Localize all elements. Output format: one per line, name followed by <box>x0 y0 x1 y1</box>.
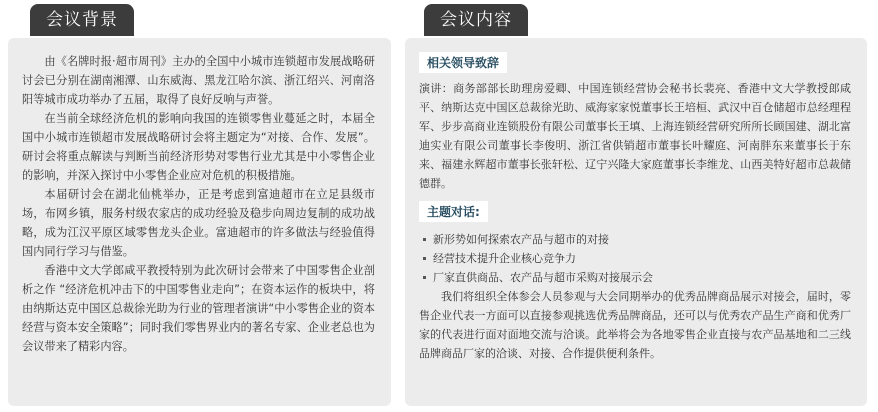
leaders-speech-text: 演讲：商务部部长助理房爱卿、中国连锁经营协会秘书长裴亮、香港中文大学教授郎咸平、纳斯达克中国区总裁徐光助、威海家家悦董事长王培桓、武汉中百仓储超市总经理程军、步步高商业连锁股份有限公司董事长王填、上海连锁经营研究所所长顾国建、湖北富迪实业有限公司董事长李俊明、浙江省供销超市董事长叶耀庭、河南胖东来董事长于东来、福建永辉超市董事长张轩松、辽宁兴隆大家庭董事长李维龙、山西美特好超市总裁储德群。 <box>419 82 851 190</box>
tab-meeting-content[interactable]: 会议内容 <box>424 4 528 36</box>
background-paragraph-4: 香港中文大学郎咸平教授特别为此次研讨会带来了中国零售企业剖析之作 “经济危机冲击下的中国零售业走向”；在资本运作的板块中，将由纳斯达克中国区总裁徐光助为行业的管理者演讲“中小零售企业的资本经营与资本安全策略”；同时我们零售界业内的著名专家、企业老总也为会议带来了精彩内容。 <box>22 264 375 353</box>
background-paragraph-3: 本届研讨会在湖北仙桃举办，正是考虑到富迪超市在立足县级市场，布网乡镇，服务村级农家店的成功经验及稳步向周边复制的成功战略，成为江汉平原区域零售龙头企业。富迪超市的许多做法与经验值得国内同行学习与借鉴。 <box>22 188 375 258</box>
background-paragraph-1: 由《名牌时报·超市周刊》主办的全国中小城市连锁超市发展战略研讨会已分别在湖南湘潭、山东威海、黑龙江哈尔滨、浙江绍兴、河南洛阳等城市成功举办了五届，取得了良好反响与声誉。 <box>22 55 375 106</box>
content-panel <box>405 38 867 406</box>
leaders-speech-label: 相关领导致辞 <box>419 52 507 73</box>
list-item: 新形势如何探索农产品与超市的对接 <box>419 230 851 249</box>
dialogue-closing-paragraph: 我们将组织全体参会人员参观与大会同期举办的优秀品牌商品展示对接会，届时，零售企业代表一方面可以直接参观挑选优秀品牌商品，还可以与优秀农产品生产商和优秀厂家的代表进行面对面地交流与洽谈。此举将会为各地零售企业直接与农产品基地和二三线品牌商品厂家的洽谈、对接、合作提供便利条件。 <box>419 290 851 360</box>
dialogue-label: 主题对话: <box>419 201 488 222</box>
list-item: 厂家直供商品、农产品与超市采购对接展示会 <box>419 268 851 287</box>
dialogue-topic-list <box>419 230 851 287</box>
list-item: 经营技术提升企业核心竞争力 <box>419 249 851 268</box>
tab-meeting-background[interactable]: 会议背景 <box>30 4 134 36</box>
background-panel <box>8 38 391 406</box>
background-paragraph-2: 在当前全球经济危机的影响向我国的连锁零售业蔓延之时，本届全国中小城市连锁超市发展战略研讨会将主题定为“对接、合作、发展”。研讨会将重点解读与判断当前经济形势对零售行业尤其是中小零售企业的影响，并深入探讨中小零售企业应对危机的积极措施。 <box>22 112 375 182</box>
